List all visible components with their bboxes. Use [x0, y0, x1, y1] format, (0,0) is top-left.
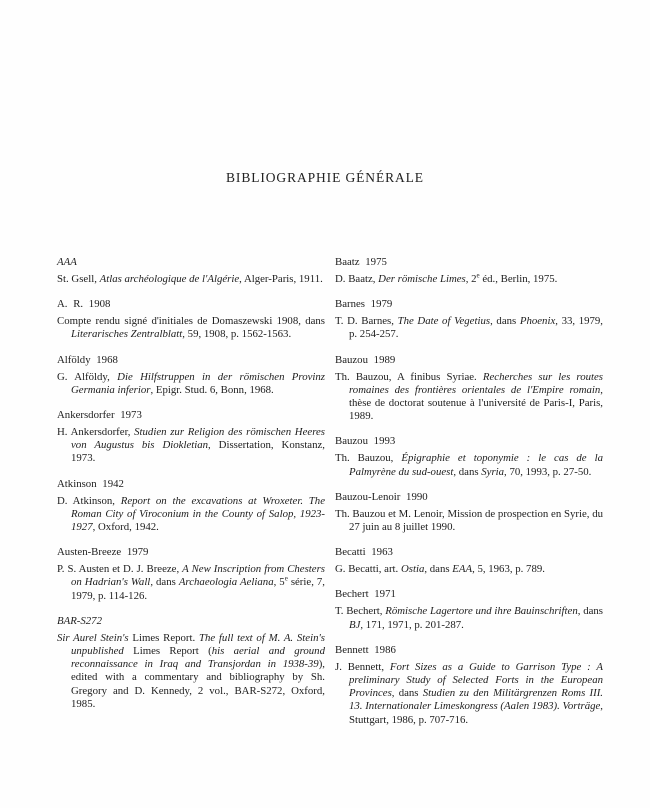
text-segment: Sir Aurel Stein's [57, 631, 129, 644]
bibliography-entry [57, 409, 325, 466]
text-segment: St. Gsell, [57, 273, 100, 285]
text-segment: Phoenix [519, 315, 556, 328]
bibliography-entry [57, 354, 325, 397]
bibliography-entry [335, 644, 603, 727]
page-title: BIBLIOGRAPHIE GÉNÉRALE [226, 170, 424, 185]
entry-body [335, 508, 603, 534]
left-column [57, 256, 325, 739]
bibliography-entry [57, 256, 325, 286]
text-segment: , 5 [273, 576, 285, 589]
bibliography-entry [335, 354, 603, 424]
bibliography-entry [335, 588, 603, 631]
text-segment: EAA [452, 563, 473, 576]
text-segment: The full text of M. A. Stein's unpublished [71, 631, 325, 658]
entry-heading: Bauzou 1989 [335, 353, 396, 366]
text-segment: , dans [150, 576, 179, 589]
entry-heading: Baatz 1975 [335, 256, 387, 268]
entry-body [57, 563, 325, 603]
text-segment: Report on the excavations at Wroxeter. The Roman City of Viroconium in the County of Salop, 1923-1927 [71, 494, 325, 534]
text-segment: T. Bechert, [335, 605, 386, 618]
text-segment: , 2 [465, 273, 477, 285]
text-segment: , dans [490, 315, 520, 328]
entry-heading: Alföldy 1968 [57, 353, 118, 366]
bibliography-columns [57, 256, 603, 739]
entry-body [57, 273, 325, 286]
entry-heading: Ankersdorfer 1973 [57, 409, 142, 422]
text-segment: Atlas archéologique de l'Algérie [99, 273, 240, 285]
text-segment: , Oxford, 1942. [92, 521, 159, 534]
text-segment: J. Bennett, [335, 660, 390, 673]
entry-heading: Bechert 1971 [335, 588, 396, 601]
text-segment: Ostia [400, 563, 425, 576]
text-segment: , 5, 1963, p. 789. [472, 563, 545, 576]
text-segment: Limes Report ( [123, 645, 212, 658]
text-segment: ), edited with a commentary and bibliography by Sh. Gregory and D. Kennedy, 2 vol., BAR-S272, Oxford, 1985. [71, 658, 325, 710]
text-segment: his aerial and ground reconnaissance in Iraq and Transjordan in 1938-39 [71, 645, 325, 671]
entry-body [335, 315, 603, 341]
text-segment: Épigraphie et toponymie : le cas de la Palmyrène du sud-ouest [349, 452, 603, 478]
text-segment: Th. Bauzou et M. Lenoir, Mission de prospection en Syrie, du 27 juin au 8 juillet 1990. [335, 507, 603, 534]
text-segment: , thèse de doctorat soutenue à l'université de Paris-I, Paris, 1989. [349, 383, 603, 423]
text-segment: , Epigr. Stud. 6, Bonn, 1968. [150, 383, 274, 396]
text-segment: Der römische Limes [378, 273, 466, 285]
bibliography-entry [335, 546, 603, 576]
entry-heading: Austen-Breeze 1979 [57, 546, 149, 559]
bibliography-entry [335, 435, 603, 478]
text-segment: , 59, 1908, p. 1562-1563. [182, 328, 292, 341]
bibliography-entry [57, 298, 325, 341]
text-segment: , dans [577, 605, 603, 618]
text-segment: , Stuttgart, 1986, p. 707-716. [349, 700, 603, 726]
text-segment: Syria [481, 465, 505, 478]
text-segment: Th. Bauzou, [335, 452, 402, 465]
entry-heading: Atkinson 1942 [57, 477, 124, 490]
entry-body [335, 605, 603, 631]
bibliography-entry [335, 298, 603, 341]
entry-body [335, 661, 603, 727]
text-segment: série, 7, 1979, p. 114-126. [71, 576, 326, 602]
entry-heading: Barnes 1979 [335, 298, 393, 311]
entry-body [57, 426, 325, 466]
text-segment: Archaeologia Aeliana [178, 576, 274, 589]
bibliography-entry [57, 615, 325, 711]
text-segment: G. Becatti, art. [335, 563, 401, 576]
text-segment: D. Atkinson, [57, 494, 121, 507]
entry-heading: Bauzou-Lenoir 1990 [335, 490, 428, 503]
entry-body [57, 315, 325, 341]
bibliography-entry [335, 491, 603, 534]
text-segment: , dans [453, 465, 482, 478]
text-segment: Die Hilfstruppen in der römischen Provinz Germania inferior [71, 370, 325, 396]
text-segment: D. Baatz, [335, 273, 379, 285]
text-segment: Fort Sizes as a Guide to Garrison Type : A preliminary Study of Selected Forts in the European Provinces [349, 660, 603, 700]
text-segment: , 171, 1971, p. 201-287. [360, 618, 464, 631]
text-segment: , dans [391, 687, 423, 700]
text-segment: T. D. Barnes, [335, 315, 398, 328]
entry-body [57, 632, 325, 711]
text-segment: , 33, 1979, p. 254-257. [349, 315, 603, 341]
text-segment: e [476, 271, 480, 280]
entry-heading: BAR-S272 [57, 614, 102, 627]
bibliography-entry [335, 256, 603, 286]
entry-body [335, 371, 603, 424]
text-segment: Compte rendu signé d'initiales de Domaszewski 1908, dans [57, 315, 325, 328]
text-segment: Recherches sur les routes romaines des frontières orientales de l'Empire romain [349, 370, 604, 396]
text-segment: Th. Bauzou, A finibus Syriae. [335, 370, 483, 383]
entry-body [335, 452, 603, 478]
text-segment: , 70, 1993, p. 27-50. [504, 465, 592, 478]
bibliography-entry [57, 478, 325, 535]
text-segment: Studien zur Religion des römischen Heeres von Augustus bis Diokletian [71, 426, 325, 452]
text-segment: éd., Berlin, 1975. [479, 273, 558, 285]
text-segment: , Dissertation, Konstanz, 1973. [71, 439, 325, 465]
entry-heading: A. R. 1908 [57, 298, 111, 311]
text-segment: , dans [424, 563, 453, 576]
entry-body [335, 563, 603, 576]
entry-body [57, 495, 325, 535]
text-segment: BJ [349, 618, 361, 631]
text-segment: , Alger-Paris, 1911. [239, 273, 323, 285]
text-segment: Römische Lagertore und ihre Bauinschriften [385, 605, 578, 618]
text-segment: The Date of Vegetius [397, 315, 491, 328]
right-column [335, 256, 603, 739]
text-segment: Limes Report. [128, 631, 199, 644]
text-segment: e [284, 574, 288, 583]
text-segment: P. S. Austen et D. J. Breeze, [57, 563, 183, 576]
entry-body [57, 371, 325, 397]
entry-body [335, 273, 603, 286]
text-segment: A New Inscription from Chesters on Hadrian's Wall [71, 563, 326, 589]
text-segment: Studien zu den Militärgrenzen Roms III. 13. Internationaler Limeskongress (Aalen 1983). Vorträge [349, 687, 604, 713]
text-segment: G. Alföldy, [57, 370, 118, 383]
bibliography-entry [57, 546, 325, 603]
text-segment: Literarisches Zentralblatt [71, 328, 183, 341]
entry-heading: Becatti 1963 [335, 546, 393, 559]
text-segment: H. Ankersdorfer, [57, 426, 135, 439]
entry-heading: Bennett 1986 [335, 643, 396, 656]
entry-heading: AAA [57, 256, 77, 268]
entry-heading: Bauzou 1993 [335, 435, 396, 448]
